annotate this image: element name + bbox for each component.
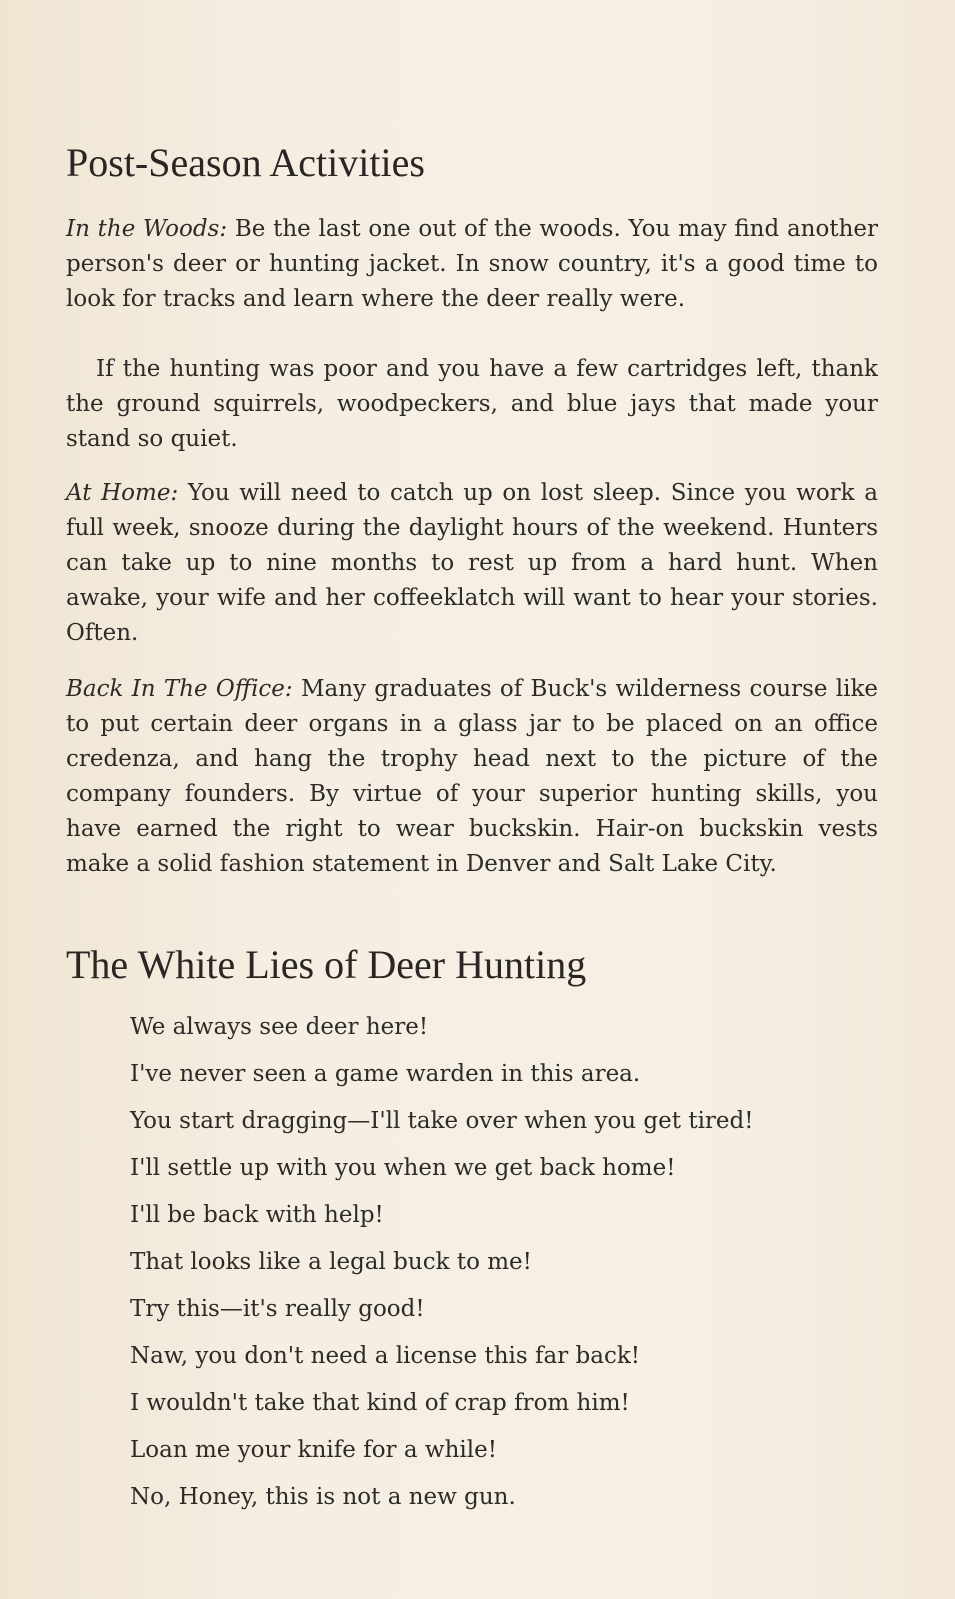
paragraph-at-home — [66, 476, 878, 651]
list-item: I've never seen a game warden in this area. — [130, 1061, 641, 1087]
list-item: I wouldn't take that kind of crap from him! — [130, 1390, 630, 1416]
section-title-white-lies: The White Lies of Deer Hunting — [66, 942, 587, 987]
list-item: Naw, you don't need a license this far back! — [130, 1343, 641, 1369]
list-item: Loan me your knife for a while! — [130, 1437, 497, 1463]
white-lies-list — [130, 1004, 754, 1521]
section-title-post-season: Post-Season Activities — [66, 140, 425, 185]
text-back-in-office: Many graduates of Buck's wilderness course like to put certain deer organs in a glass jar to be placed on an office credenza, and hang the trophy head next to the picture of the company founders. By virtue of your superior hunting skills, you have earned the right to wear buckskin. Hair-on buckskin vests make a solid fashion statement in Denver and Salt Lake City. — [66, 676, 878, 877]
paragraph-back-in-office — [66, 672, 878, 882]
paragraph-in-the-woods — [66, 212, 878, 317]
label-back-in-office: Back In The Office: — [66, 676, 293, 702]
paragraph-hunting-poor — [66, 352, 878, 457]
text-at-home: You will need to catch up on lost sleep. Since you work a full week, snooze during the daylight hours of the weekend. Hunters can take up to nine months to rest up from a hard hunt. When awake, your wife and her coffeeklatch will want to hear your stories. Often. — [66, 480, 878, 646]
list-item: No, Honey, this is not a new gun. — [130, 1484, 516, 1510]
list-item: I'll be back with help! — [130, 1202, 384, 1228]
list-item: I'll settle up with you when we get back home! — [130, 1155, 676, 1181]
text-in-the-woods: Be the last one out of the woods. You may find another person's deer or hunting jacket. In snow country, it's a good time to look for tracks and learn where the deer really were. — [66, 216, 878, 312]
text-hunting-poor: If the hunting was poor and you have a few cartridges left, thank the ground squirrels, woodpeckers, and blue jays that made your stand so quiet. — [66, 356, 878, 452]
list-item: That looks like a legal buck to me! — [130, 1249, 532, 1275]
list-item: You start dragging—I'll take over when you get tired! — [130, 1108, 754, 1134]
list-item: We always see deer here! — [130, 1014, 429, 1040]
label-at-home: At Home: — [66, 480, 179, 506]
list-item: Try this—it's really good! — [130, 1296, 425, 1322]
label-in-the-woods: In the Woods: — [66, 216, 228, 242]
